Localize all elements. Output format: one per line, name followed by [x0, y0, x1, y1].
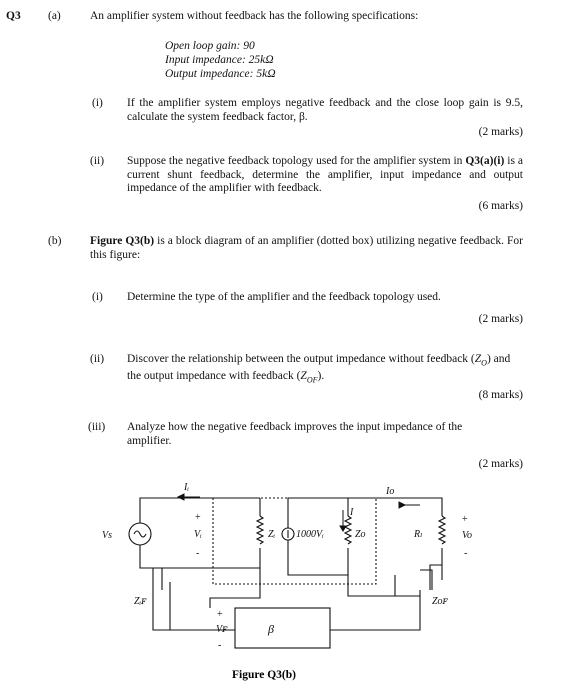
part-b-i-text: Determine the type of the amplifier and the feedback topology used. — [127, 291, 441, 303]
input-bottom-wire — [140, 545, 260, 568]
spec-input-impedance: Input impedance: 25kΩ — [165, 54, 274, 66]
label-zof: Zᴏꜰ — [432, 596, 448, 607]
label-minus-f: - — [218, 640, 222, 651]
label-vo: Vo — [462, 530, 472, 541]
part-a-label: (a) — [48, 10, 61, 22]
part-b-iii-label: (iii) — [88, 421, 106, 433]
spec-open-loop-gain: Open loop gain: 90 — [165, 40, 255, 52]
label-dep-source: 1000Vᵢ — [296, 529, 324, 540]
label-beta: β — [268, 622, 274, 636]
spec-output-impedance: Output impedance: 5kΩ — [165, 68, 276, 80]
part-b-label: (b) — [48, 235, 62, 247]
part-b-i-label: (i) — [92, 291, 103, 303]
beta-block — [235, 608, 330, 648]
part-a-ii-text: Suppose the negative feedback topology used for the amplifier system in Q3(a)(i) is a current shunt feedback, determine the amplifier, input impedance and output impedance of the amplifier with feedback. — [127, 155, 523, 194]
figure-q3b-diagram — [0, 470, 565, 700]
label-plus-in: + — [195, 512, 201, 523]
part-b-i-marks: (2 marks) — [478, 313, 523, 325]
i-arrow — [340, 526, 346, 531]
label-vs: Vs — [102, 530, 112, 541]
part-b-ii-label: (ii) — [90, 353, 105, 365]
part-b-intro: Figure Q3(b) is a block diagram of an amplifier (dotted box) utilizing negative feedback. For this figure: — [90, 235, 523, 261]
part-b-iii-text: Analyze how the negative feedback improves the input impedance of the amplifier. — [127, 421, 463, 447]
label-zif: Zᵢꜰ — [134, 596, 147, 607]
zi-resistor — [257, 516, 263, 544]
label-vi: Vᵢ — [194, 529, 202, 540]
label-zo: Zo — [355, 529, 366, 540]
label-vf: Vꜰ — [216, 624, 228, 635]
output-sample-wire — [348, 575, 420, 596]
part-b-ii-text: Discover the relationship between the output impedance without feedback $(Z_O)$ and the output impedance with feedback $(Z_{OF})$. — [127, 353, 511, 385]
zo-resistor — [345, 516, 351, 544]
question-number: Q3 — [6, 10, 21, 22]
part-b-iii-marks: (2 marks) — [478, 458, 523, 470]
feedback-return-wire — [170, 582, 235, 630]
label-rl: Rₗ — [414, 529, 423, 540]
part-a-ii-label: (ii) — [90, 155, 105, 167]
rl-resistor — [439, 516, 445, 544]
part-a-i-marks: (2 marks) — [478, 126, 523, 138]
part-b-ii-marks: (8 marks) — [478, 389, 523, 401]
part-a-intro: An amplifier system without feedback has the following specifications: — [90, 10, 419, 22]
figure-caption: Figure Q3(b) — [232, 669, 296, 681]
label-plus-out: + — [462, 514, 468, 525]
label-plus-f: + — [217, 609, 223, 620]
part-a-ii-marks: (6 marks) — [478, 200, 523, 212]
label-minus-out: - — [464, 548, 468, 559]
label-ii: Iᵢ — [184, 482, 189, 493]
label-zi: Zᵢ — [268, 529, 276, 540]
label-i: I — [350, 507, 354, 518]
part-a-i-text: If the amplifier system employs negative feedback and the close loop gain is 9.5, calculate the system feedback factor, β. — [127, 97, 523, 123]
label-io: Io — [386, 486, 395, 497]
label-minus-in: - — [196, 548, 200, 559]
part-a-i-label: (i) — [92, 97, 103, 109]
